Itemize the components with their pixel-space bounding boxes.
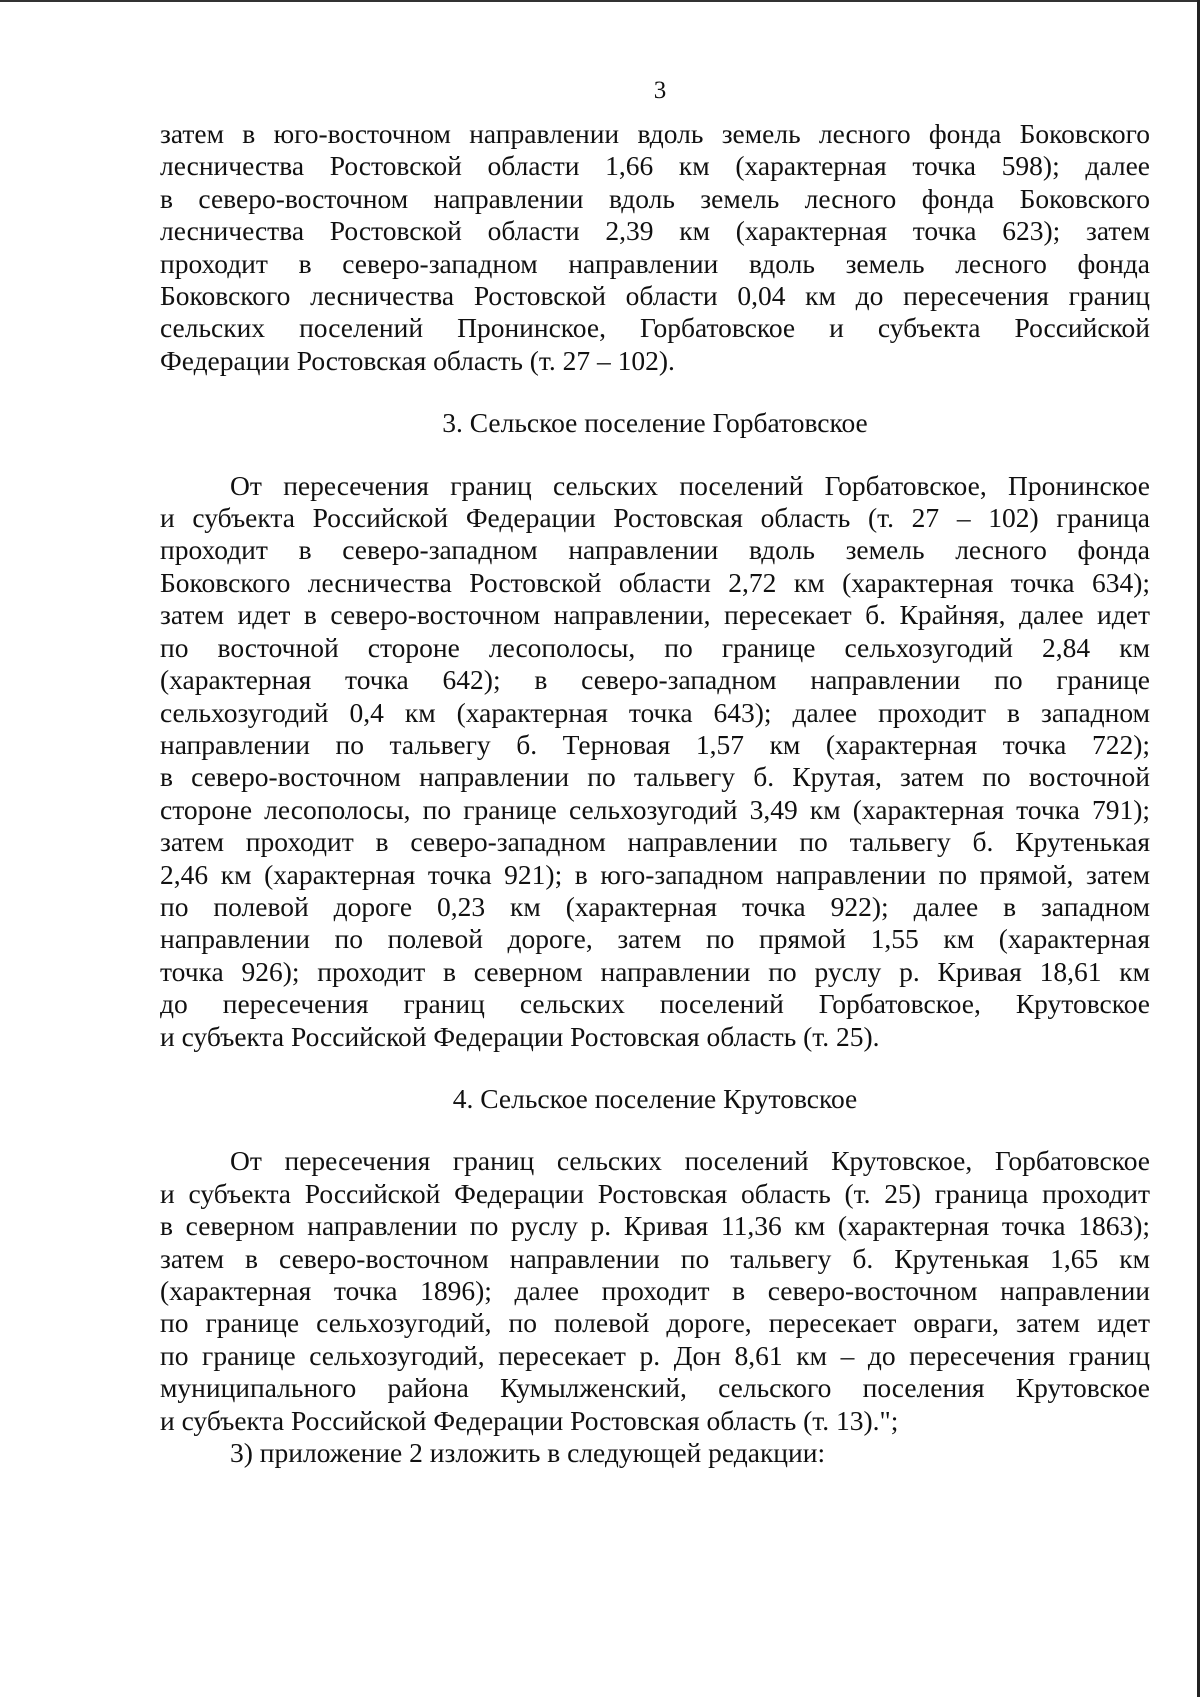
text-line: в северо-восточном направлении по тальвегу б. Крутая, затем по восточной: [160, 761, 1150, 793]
text-line: Боковского лесничества Ростовской области 2,72 км (характерная точка 634);: [160, 566, 1150, 598]
text-line: (характерная точка 1896); далее проходит в северо-восточном направлении: [160, 1275, 1150, 1306]
text-line: От пересечения границ сельских поселений Горбатовское, Пронинское: [230, 469, 1150, 501]
text-line: 2,46 км (характерная точка 921); в юго-западном направлении по прямой, затем: [160, 858, 1150, 890]
text-line: затем в северо-восточном направлении по тальвегу б. Крутенькая 1,65 км: [160, 1242, 1150, 1274]
text-line: направлении по тальвегу б. Терновая 1,57 км (характерная точка 722);: [160, 728, 1150, 760]
text-line: От пересечения границ сельских поселений Крутовское, Горбатовское: [230, 1145, 1150, 1177]
text-line: точка 926); проходит в северном направлении по руслу р. Кривая 18,61 км: [160, 955, 1150, 987]
text-line: в северо-восточном направлении вдоль земель лесного фонда Боковского: [160, 182, 1150, 214]
text-line: и субъекта Российской Федерации Ростовская область (т. 27 – 102) граница: [160, 502, 1150, 534]
text-line: лесничества Ростовской области 1,66 км (характерная точка 598); далее: [160, 150, 1150, 182]
scan-edge-top: [0, 0, 1200, 2]
page-number: 3: [653, 77, 667, 104]
text-line: и субъекта Российской Федерации Ростовская область (т. 25).: [160, 1020, 880, 1052]
text-line: и субъекта Российской Федерации Ростовская область (т. 25) граница проходит: [160, 1177, 1150, 1209]
paragraph-boundary-continuation: [160, 118, 1150, 377]
text-line: в северном направлении по руслу р. Кривая 11,36 км (характерная точка 1863);: [160, 1210, 1150, 1242]
text-line: муниципального района Кумылженский, сельского поселения Крутовское: [160, 1372, 1150, 1404]
text-line: по границе сельхозугодий, по полевой дороге, пересекает овраги, затем идет: [160, 1307, 1150, 1339]
text-line: затем идет в северо-восточном направлении, пересекает б. Крайняя, далее идет: [160, 599, 1150, 631]
text-line: стороне лесополосы, по границе сельхозугодий 3,49 км (характерная точка 791);: [160, 793, 1150, 825]
text-line: проходит в северо-западном направлении вдоль земель лесного фонда: [160, 247, 1150, 279]
text-line: Федерации Ростовская область (т. 27 – 102).: [160, 344, 675, 376]
paragraph-gorbatovskoe-boundary: [160, 470, 1150, 1053]
text-line: затем проходит в северо-западном направлении по тальвегу б. Крутенькая: [160, 826, 1150, 858]
text-line: по полевой дороге 0,23 км (характерная точка 922); далее в западном: [160, 890, 1150, 922]
list-item-appendix-2: 3) приложение 2 изложить в следующей редакции:: [230, 1437, 826, 1469]
section-heading-krutovskoe: 4. Сельское поселение Крутовское: [452, 1082, 858, 1114]
text-line: сельхозугодий 0,4 км (характерная точка 643); далее проходит в западном: [160, 696, 1150, 728]
paragraph-krutovskoe-boundary: [160, 1145, 1150, 1437]
text-line: лесничества Ростовской области 2,39 км (характерная точка 623); затем: [160, 215, 1150, 247]
text-line: до пересечения границ сельских поселений Горбатовское, Крутовское: [160, 988, 1150, 1020]
text-line: и субъекта Российской Федерации Ростовская область (т. 13).";: [160, 1404, 899, 1436]
text-line: Боковского лесничества Ростовской области 0,04 км до пересечения границ: [160, 280, 1150, 312]
section-heading-gorbatovskoe: 3. Сельское поселение Горбатовское: [442, 407, 868, 439]
text-line: сельских поселений Пронинское, Горбатовское и субъекта Российской: [160, 312, 1150, 344]
text-line: по границе сельхозугодий, пересекает р. Дон 8,61 км – до пересечения границ: [160, 1339, 1150, 1371]
document-body: [160, 118, 1150, 1469]
text-line: направлении по полевой дороге, затем по прямой 1,55 км (характерная: [160, 923, 1150, 955]
text-line: затем в юго-восточном направлении вдоль земель лесного фонда Боковского: [160, 118, 1150, 149]
text-line: (характерная точка 642); в северо-западном направлении по границе: [160, 664, 1150, 696]
text-line: проходит в северо-западном направлении вдоль земель лесного фонда: [160, 534, 1150, 566]
text-line: по восточной стороне лесополосы, по границе сельхозугодий 2,84 км: [160, 631, 1150, 663]
